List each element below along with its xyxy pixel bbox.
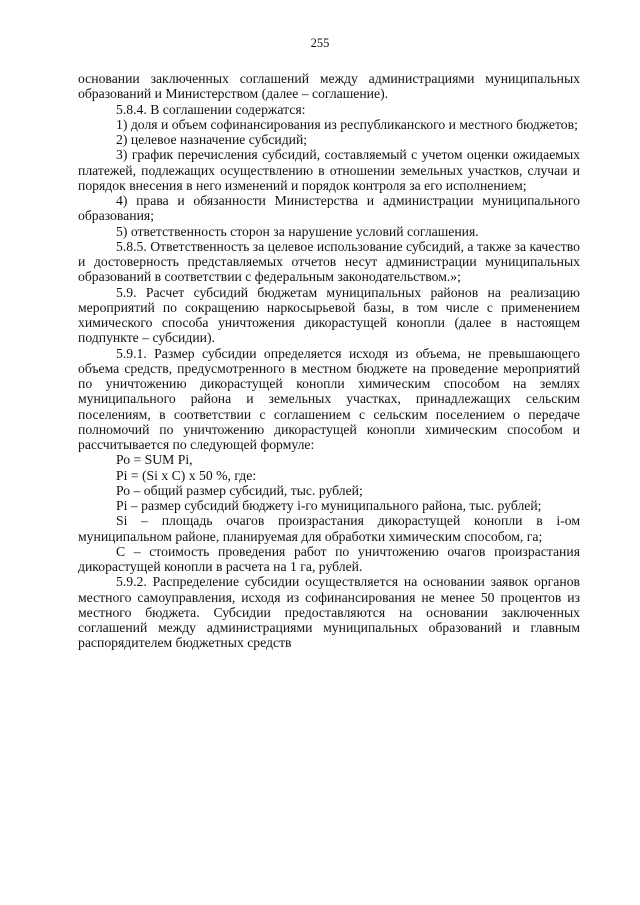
document-body [78, 71, 580, 651]
paragraph-5-8-5: 5.8.5. Ответственность за целевое использование субсидий, а также за качество и достоверность представляемых отчетов несут администрации муниципальных образований в соответствии с федеральным законодательством.»; [78, 238, 580, 285]
paragraph-continuation: основании заключенных соглашений между администрациями муниципальных образований и Министерством (далее – соглашение). [78, 71, 580, 102]
definition-po: Ро – общий размер субсидий, тыс. рублей; [116, 482, 363, 498]
formula-total: Ро = SUM Pi, [116, 452, 193, 468]
list-item-5: 5) ответственность сторон за нарушение условий соглашения. [116, 223, 479, 239]
paragraph-5-9: 5.9. Расчет субсидий бюджетам муниципальных районов на реализацию мероприятий по сокращению наркосырьевой базы, в том числе с применением химического способа уничтожения дикорастущей конопли (далее в настоящем подпункте – субсидии). [78, 284, 580, 346]
list-item-4: 4) права и обязанности Министерства и администрации муниципального образования; [78, 193, 580, 224]
paragraph-5-8-4: 5.8.4. В соглашении содержатся: [116, 101, 306, 117]
list-item-1: 1) доля и объем софинансирования из республиканского и местного бюджетов; [116, 116, 578, 132]
list-item-3: 3) график перечисления субсидий, составляемый с учетом оценки ожидаемых платежей, подлежащих осуществлению в отношении земельных участков, случаи и порядок внесения в него изменений и порядок контроля за его исполнением; [78, 147, 580, 193]
list-item-2: 2) целевое назначение субсидий; [116, 132, 308, 147]
page-number: 255 [310, 36, 330, 50]
definition-c: С – стоимость проведения работ по уничтожению очагов произрастания дикорастущей конопли в расчета на 1 га, рублей. [78, 543, 580, 574]
definition-pi: Pi – размер субсидий бюджету i-го муниципального района, тыс. рублей; [116, 498, 542, 513]
paragraph-5-9-2: 5.9.2. Распределение субсидии осуществляется на основании заявок органов местного самоуправления, исходя из софинансирования не менее 50 процентов из местного бюджета. Субсидии предоставляются на основании заключенных соглашений между администрациями муниципальных образований и главным распорядителем бюджетных средств [78, 574, 580, 651]
paragraph-5-9-1: 5.9.1. Размер субсидии определяется исходя из объема, не превышающего объема средств, предусмотренного в местном бюджете на проведение мероприятий по уничтожению дикорастущей конопли химическим способом на землях муниципального района и земельных участках, принадлежащих сельским поселениям, в соответствии с соглашением с сельским поселением о передаче полномочий по уничтожению дикорастущей конопли химическим способом и рассчитывается по следующей формуле: [78, 345, 580, 452]
definition-si: Si – площадь очагов произрастания дикорастущей конопли в i-ом муниципальном районе, планируемая для обработки химическим способом, га; [78, 513, 580, 544]
formula-district: Pi = (Si х С) х 50 %, где: [116, 467, 257, 483]
